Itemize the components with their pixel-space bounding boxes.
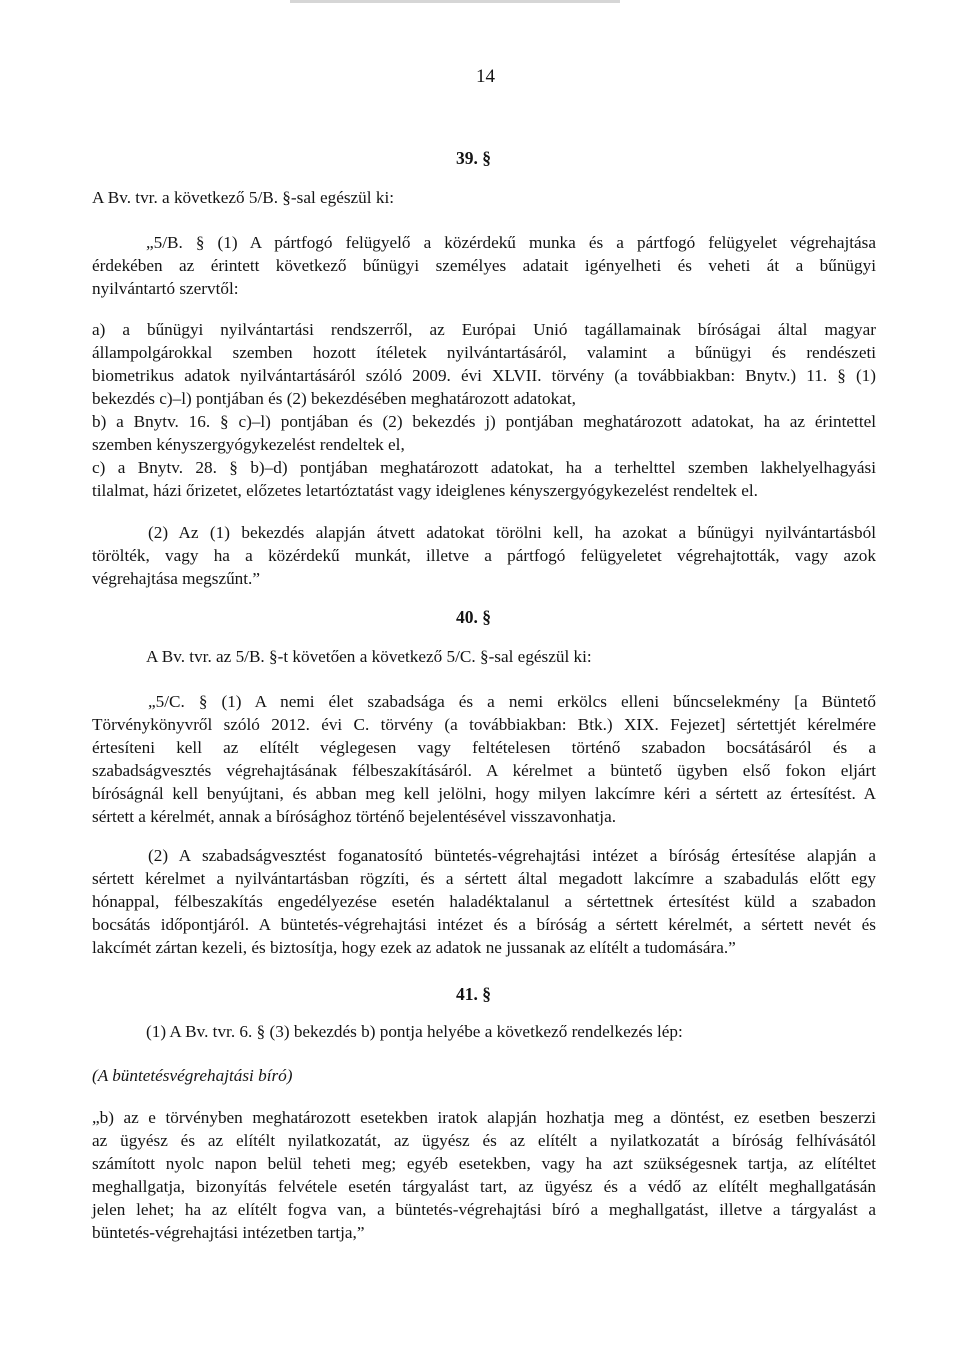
s40-p1-line: bíróságnál kell benyújtani, és abban meg kell jelölni, hogy milyen lakcímre kéri a sértett az értesítést. A	[92, 784, 876, 803]
scan-edge-line	[290, 0, 620, 3]
s39-a-line: bekezdés c)–l) pontjában és (2) bekezdésében meghatározott adatokat,	[92, 389, 576, 408]
s40-p2-line: hónappal, félbeszakítás engedélyezése esetén haladéktalanul a sértettnek értesítést küld a szabadon	[92, 892, 876, 911]
s39-p2-line: törölték, vagy ha a közérdekű munkát, illetve a pártfogó felügyeletet végrehajtották, vagy azok	[92, 546, 876, 565]
section-40-heading: 40. §	[456, 607, 491, 627]
s40-p2-line: sértett kérelmet a nyilvántartásban rögzíti, és a sértett által megadott lakcímre a szabadulás előtt egy	[92, 869, 876, 888]
s39-p2-line: végrehajtása megszűnt.”	[92, 569, 260, 588]
s40-intro: A Bv. tvr. az 5/B. §-t követően a következő 5/C. §-sal egészül ki:	[146, 647, 592, 666]
s39-b-line: b) a Bnytv. 16. § c)–l) pontjában és (2) bekezdés j) pontjában meghatározott adatokat, ha az érintettel	[92, 412, 876, 431]
s39-b-line: szemben kényszergyógykezelést rendeltek el,	[92, 435, 405, 454]
s39-intro: A Bv. tvr. a következő 5/B. §-sal egészül ki:	[92, 188, 394, 207]
s40-p1-line: Törvénykönyvről szóló 2012. évi C. törvény (a továbbiakban: Btk.) XIX. Fejezet] sértettjét kérelmére	[92, 715, 876, 734]
s40-p2-line: bocsátás időpontjáról. A büntetés-végrehajtási intézet és a bíróság a sértett kérelmét, a sértett nevét és	[92, 915, 876, 934]
s41-p1-line: meghallgatja, bizonyítás felvétele esetén tárgyalást tart, az ügyész és a védő az elítélt meghallgatásán	[92, 1177, 876, 1196]
s41-p1-line: az ügyész és az elítélt nyilatkozatát, az ügyész és az elítélt a nyilatkozatát a bíróság felhívásától	[92, 1131, 876, 1150]
section-39-heading: 39. §	[456, 148, 491, 168]
s41-heading: (A büntetésvégrehajtási bíró)	[92, 1066, 293, 1085]
s39-a-line: a) a bűnügyi nyilvántartási rendszerről, az Európai Unió tagállamainak bíróságai által magyar	[92, 320, 876, 339]
s39-p1-line: nyilvántartó szervtől:	[92, 279, 239, 298]
s40-p2-line: lakcímét zártan kezeli, és biztosítja, hogy ezek az adatok ne jussanak az elítélt a tudomására.”	[92, 938, 736, 957]
s40-p2-line: (2) A szabadságvesztést foganatosító büntetés-végrehajtási intézet a bíróság értesítése alapján a	[148, 846, 876, 865]
s39-p2-line: (2) Az (1) bekezdés alapján átvett adatokat törölni kell, ha azokat a bűnügyi nyilvántartásból	[148, 523, 876, 542]
s40-p1-line: „5/C. § (1) A nemi élet szabadsága és a nemi erkölcs elleni bűncselekmény [a Büntető	[148, 692, 876, 711]
s40-p1-line: sértett a kérelmét, annak a bírósághoz történő bejelentésével visszavonhatja.	[92, 807, 617, 826]
s41-intro: (1) A Bv. tvr. 6. § (3) bekezdés b) pontja helyébe a következő rendelkezés lép:	[146, 1022, 683, 1041]
s41-p1-line: büntetés-végrehajtási intézetben tartja,”	[92, 1223, 365, 1242]
page-number: 14	[476, 66, 495, 87]
s39-p1-line: „5/B. § (1) A pártfogó felügyelő a közérdekű munka és a pártfogó felügyelet végrehajtása	[146, 233, 876, 252]
s41-p1-line: jelen lehet; ha az elítélt fogva van, a büntetés-végrehajtási bíró a meghallgatást, illetve a tárgyalást a	[92, 1200, 876, 1219]
s41-p1-line: „b) az e törvényben meghatározott esetekben iratok alapján hozhatja meg a döntést, ez esetben beszerzi	[92, 1108, 876, 1127]
s39-a-line: biometrikus adatok nyilvántartásáról szóló 2009. évi XLVII. törvény (a továbbiakban: Bnytv.) 11. § (1)	[92, 366, 876, 385]
section-41-heading: 41. §	[456, 984, 491, 1004]
s39-c-line: tilalmat, házi őrizetet, előzetes letartóztatást vagy ideiglenes kényszergyógykezelést rendeltek el.	[92, 481, 758, 500]
s41-p1-line: számított nyolc napon belül teheti meg; egyéb esetekben, vagy ha azt szükségesnek tartja, az elítéltet	[92, 1154, 876, 1173]
s40-p1-line: szabadságvesztés végrehajtásának félbeszakításáról. A kérelmet a büntető ügyben első fokon eljárt	[92, 761, 876, 780]
s39-p1-line: érdekében az érintett következő bűnügyi személyes adatait igényelheti és veheti át a bűnügyi	[92, 256, 876, 275]
s39-a-line: állampolgárokkal szemben hozott ítéletek nyilvántartásáról, valamint a bűnügyi és rendészeti	[92, 343, 876, 362]
s40-p1-line: értesíteni kell az elítélt véglegesen vagy feltételesen történő szabadon bocsátásáról és a	[92, 738, 876, 757]
s39-c-line: c) a Bnytv. 28. § b)–d) pontjában meghatározott adatokat, ha a terhelttel szemben lakhelyelhagyási	[92, 458, 876, 477]
